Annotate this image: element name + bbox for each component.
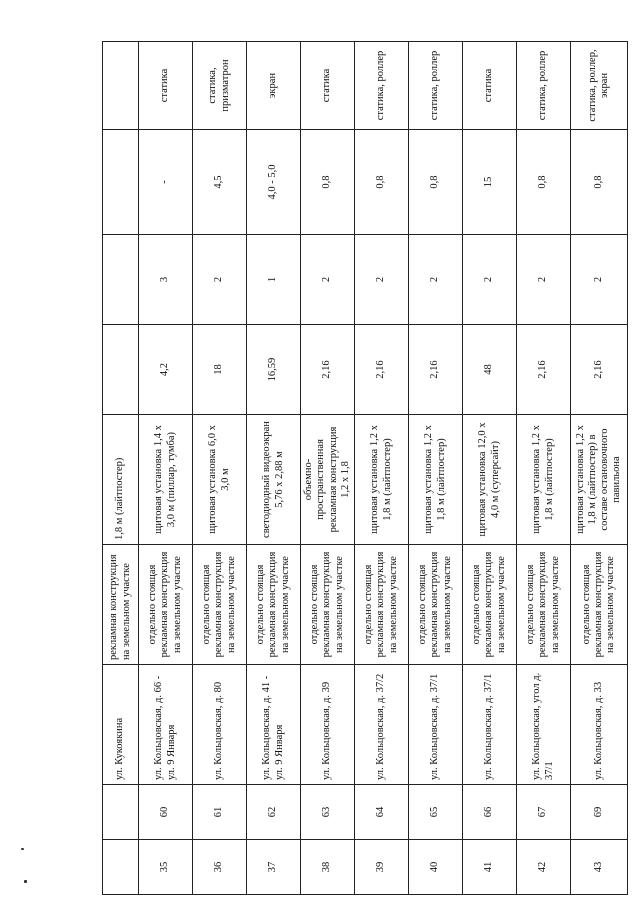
- cell-area: 48: [463, 325, 517, 415]
- cell-code: 60: [139, 785, 193, 840]
- cell-no: 41: [463, 840, 517, 895]
- table-row: [247, 42, 301, 895]
- cell-code: 61: [193, 785, 247, 840]
- cell-code: 66: [463, 785, 517, 840]
- cell-kind: щитовая установка 1,2 х 1,8 м (лайтпостер): [409, 415, 463, 545]
- cell-kind: щитовая установка 6,0 х 3,0 м: [193, 415, 247, 545]
- cell-no: 35: [139, 840, 193, 895]
- cell-code: 63: [301, 785, 355, 840]
- cell-no: 39: [355, 840, 409, 895]
- cell-no: [103, 840, 139, 895]
- cell-kind: светодиодный видеоэкран 5,76 х 2,88 м: [247, 415, 301, 545]
- cell-kind: щитовая установка 12,0 х 4,0 м (суперсайт): [463, 415, 517, 545]
- cell-area: 2,16: [409, 325, 463, 415]
- cell-no: 38: [301, 840, 355, 895]
- table-row: [571, 42, 628, 895]
- cell-kind: щитовая установка 1,4 х 3,0 м (пиллар, тумба): [139, 415, 193, 545]
- cell-address: ул. Кольцовская, д. 80: [193, 665, 247, 785]
- table-row: [355, 42, 409, 895]
- cell-height: 15: [463, 130, 517, 235]
- table-row: [409, 42, 463, 895]
- cell-address: ул. Кольцовская, угол д. 37/1: [517, 665, 571, 785]
- cell-height: -: [139, 130, 193, 235]
- cell-sides: 2: [409, 235, 463, 325]
- cell-sides: 1: [247, 235, 301, 325]
- cell-sides: [103, 235, 139, 325]
- cell-height: 4,5: [193, 130, 247, 235]
- cell-height: 0,8: [409, 130, 463, 235]
- cell-no: 43: [571, 840, 628, 895]
- cell-tech: статика, роллер: [355, 42, 409, 130]
- cell-height: [103, 130, 139, 235]
- cell-type: отдельно стоящая рекламная конструкция на земельном участке: [571, 545, 628, 665]
- cell-type: отдельно стоящая рекламная конструкция на земельном участке: [409, 545, 463, 665]
- cell-height: 0,8: [517, 130, 571, 235]
- cell-tech: [103, 42, 139, 130]
- table-row-header: [103, 42, 139, 895]
- table-row: [139, 42, 193, 895]
- cell-type: отдельно стоящая рекламная конструкция на земельном участке: [355, 545, 409, 665]
- cell-area: 18: [193, 325, 247, 415]
- cell-height: 0,8: [355, 130, 409, 235]
- cell-tech: статика: [463, 42, 517, 130]
- cell-area: 2,16: [571, 325, 628, 415]
- cell-type: отдельно стоящая рекламная конструкция на земельном участке: [139, 545, 193, 665]
- scan-mark: [21, 848, 24, 850]
- cell-address: ул. Кольцовская, д. 41 - ул. 9 Января: [247, 665, 301, 785]
- cell-height: 0,8: [301, 130, 355, 235]
- cell-no: 42: [517, 840, 571, 895]
- cell-area: 2,16: [517, 325, 571, 415]
- cell-code: 67: [517, 785, 571, 840]
- cell-type: отдельно стоящая рекламная конструкция на земельном участке: [193, 545, 247, 665]
- cell-kind: 1,8 м (лайтпостер): [103, 415, 139, 545]
- cell-address: ул. Кольцовская, д. 39: [301, 665, 355, 785]
- cell-tech: статика, роллер, экран: [571, 42, 628, 130]
- table-row: [463, 42, 517, 895]
- cell-sides: 2: [193, 235, 247, 325]
- cell-kind: объемно-пространственная рекламная конструкция 1,2 х 1,8: [301, 415, 355, 545]
- cell-no: 36: [193, 840, 247, 895]
- cell-address: ул. Кольцовская, д. 37/1: [409, 665, 463, 785]
- cell-kind: щитовая установка 1,2 х 1,8 м (лайтпостер): [517, 415, 571, 545]
- cell-address: ул. Кольцовская, д. 66 - ул. 9 Января: [139, 665, 193, 785]
- cell-type: отдельно стоящая рекламная конструкция на земельном участке: [301, 545, 355, 665]
- cell-address: ул. Кольцовская, д. 37/1: [463, 665, 517, 785]
- cell-area: 4,2: [139, 325, 193, 415]
- cell-kind: щитовая установка 1,2 х 1,8 м (лайтпостер) в составе остановочного павильона: [571, 415, 628, 545]
- cell-sides: 2: [571, 235, 628, 325]
- cell-area: [103, 325, 139, 415]
- cell-height: 4,0 - 5,0: [247, 130, 301, 235]
- cell-code: 65: [409, 785, 463, 840]
- cell-type: отдельно стоящая рекламная конструкция на земельном участке: [247, 545, 301, 665]
- cell-tech: экран: [247, 42, 301, 130]
- cell-address: ул. Кольцовская, д. 37/2: [355, 665, 409, 785]
- cell-address: ул. Кольцовская, д. 33: [571, 665, 628, 785]
- table-row: [301, 42, 355, 895]
- cell-tech: статика: [139, 42, 193, 130]
- scan-mark: [24, 880, 27, 883]
- cell-sides: 3: [139, 235, 193, 325]
- table-row: [517, 42, 571, 895]
- cell-type: отдельно стоящая рекламная конструкция на земельном участке: [463, 545, 517, 665]
- cell-tech: статика, роллер: [517, 42, 571, 130]
- cell-sides: 2: [517, 235, 571, 325]
- rotated-table-container: [102, 42, 627, 895]
- cell-tech: статика, призматрон: [193, 42, 247, 130]
- table-row: [193, 42, 247, 895]
- cell-sides: 2: [463, 235, 517, 325]
- cell-area: 2,16: [301, 325, 355, 415]
- cell-kind: щитовая установка 1,2 х 1,8 м (лайтпостер): [355, 415, 409, 545]
- cell-area: 2,16: [355, 325, 409, 415]
- cell-code: [103, 785, 139, 840]
- cell-address: ул. Кукоякина: [103, 665, 139, 785]
- cell-code: 64: [355, 785, 409, 840]
- cell-type: отдельно стоящая рекламная конструкция на земельном участке: [517, 545, 571, 665]
- cell-type: рекламная конструкция на земельном участке: [103, 545, 139, 665]
- cell-code: 69: [571, 785, 628, 840]
- advertising-structures-table: [102, 41, 628, 895]
- cell-sides: 2: [301, 235, 355, 325]
- cell-area: 16,59: [247, 325, 301, 415]
- cell-height: 0,8: [571, 130, 628, 235]
- cell-sides: 2: [355, 235, 409, 325]
- cell-tech: статика: [301, 42, 355, 130]
- cell-tech: статика, роллер: [409, 42, 463, 130]
- cell-code: 62: [247, 785, 301, 840]
- cell-no: 37: [247, 840, 301, 895]
- cell-no: 40: [409, 840, 463, 895]
